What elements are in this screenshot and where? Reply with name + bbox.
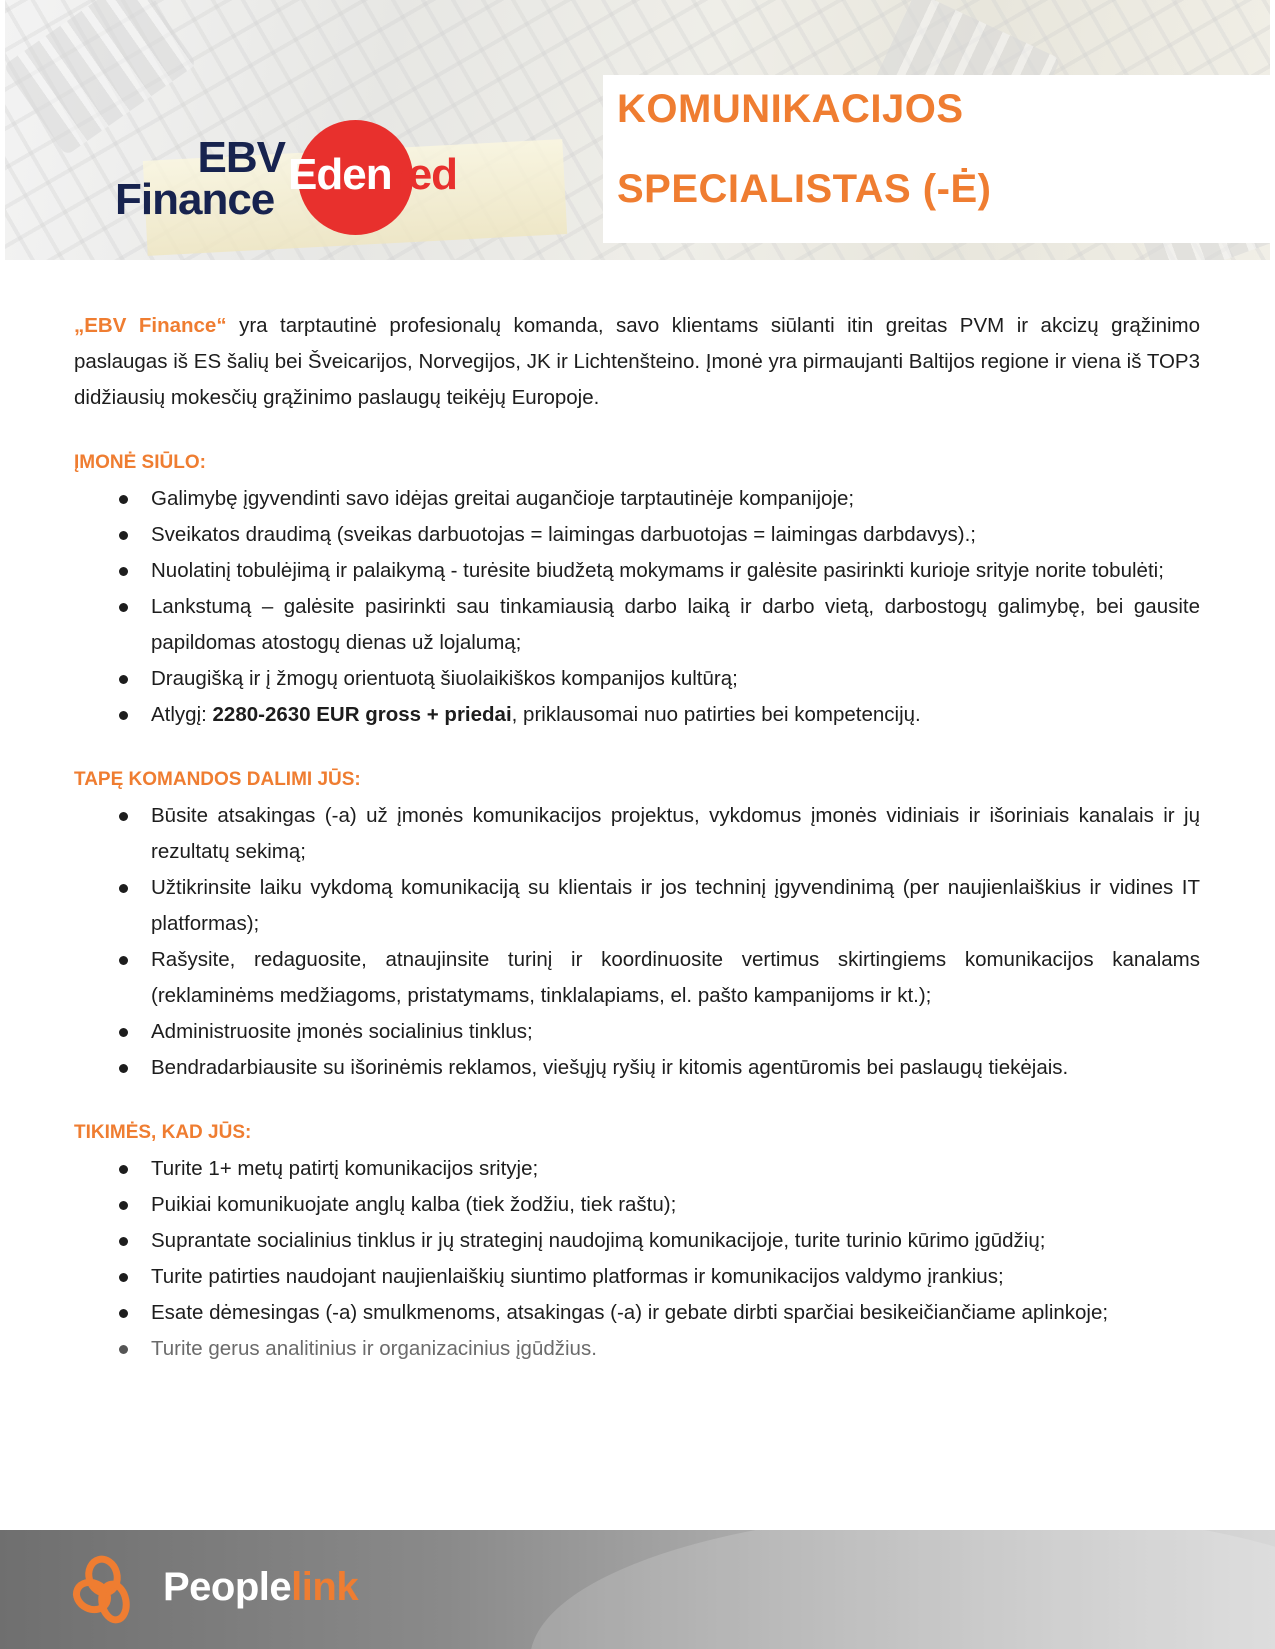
job-title-box [603,75,1270,243]
list-item [74,1050,1200,1086]
bullet-icon [119,956,128,965]
bullet-icon [119,675,128,684]
bullet-icon [119,1165,128,1174]
edenred-logo-tail: red [391,150,458,199]
list-item-text: Sveikatos draudimą (sveikas darbuotojas = laimingas darbuotojas = laimingas darbdavys).; [151,523,976,546]
list-item-text: Nuolatinį tobulėjimą ir palaikymą - turėsite biudžetą mokymams ir galėsite pasirinkti kurioje srityje norite tobulėti; [151,559,1164,582]
list-item-text: Turite 1+ metų patirtį komunikacijos srityje; [151,1157,539,1180]
bullet-icon [119,884,128,893]
salary-item [74,697,1200,733]
company-logo [105,125,505,235]
ebv-logo-line1: EBV [197,133,285,182]
edenred-logo [288,150,457,200]
bullet-icon [119,1064,128,1073]
salary-amount: 2280-2630 EUR gross + priedai [212,703,512,726]
job-title-line2: SPECIALISTAS (-Ė) [617,167,992,211]
intro-paragraph [74,308,1200,416]
list-item [74,661,1200,697]
intro-brand: „EBV Finance“ [74,314,227,337]
list-item-text: Turite patirties naudojant naujienlaiškių siuntimo platformas ir komunikacijos valdymo įrankius; [151,1265,1004,1288]
list-item-text: Būsite atsakingas (-a) už įmonės komunikacijos projektus, vykdomus įmonės vidiniais ir išoriniais kanalais ir jų rezultatų sekimą; [151,804,1200,863]
list-item [74,1259,1200,1295]
section-title-expect: TIKIMĖS, KAD JŪS: [74,1122,252,1143]
bullet-icon [119,531,128,540]
list-item [74,942,1200,1014]
list-item-text: Užtikrinsite laiku vykdomą komunikaciją su klientais ir jos techninį įgyvendinimą (per naujienlaiškius ir vidines IT platformas); [151,876,1200,935]
list-item [74,1331,1200,1367]
bullet-icon [119,1345,128,1354]
expect-list [74,1151,1200,1367]
footer-decoration [530,1530,1275,1649]
list-item [74,589,1200,661]
list-item [74,1295,1200,1331]
bullet-icon [119,1028,128,1037]
offers-list [74,481,1200,733]
list-item-text: Draugišką ir į žmogų orientuotą šiuolaikiškos kompanijos kultūrą; [151,667,738,690]
list-item [74,1187,1200,1223]
role-list [74,798,1200,1086]
list-item [74,553,1200,589]
section-title-role: TAPĘ KOMANDOS DALIMI JŪS: [74,769,361,790]
list-item-text: Rašysite, redaguosite, atnaujinsite turinį ir koordinuosite vertimus skirtingiems komunikacijos kanalams (reklaminėms medžiagoms, pristatymams, tinklalapiams, el. pašto kampanijoms ir kt.); [151,948,1200,1007]
ebv-finance-logo [115,133,285,224]
list-item [74,1151,1200,1187]
job-description [74,308,1200,1367]
bullet-icon [119,812,128,821]
list-item-text: Esate dėmesingas (-a) smulkmenoms, atsakingas (-a) ir gebate dirbti sparčiai besikeičiančiame aplinkoje; [151,1301,1109,1324]
list-item-text: Suprantate socialinius tinklus ir jų strateginį naudojimą komunikacijoje, turite turinio kūrimo įgūdžių; [151,1229,1046,1252]
salary-prefix: Atlygį: [151,703,213,726]
peoplelink-brand-main: People [163,1565,292,1609]
list-item-text: Administruosite įmonės socialinius tinklus; [151,1020,533,1043]
bullet-icon [119,1273,128,1282]
list-item [74,481,1200,517]
list-item-text: Galimybę įgyvendinti savo idėjas greitai augančioje tarptautinėje kompanijoje; [151,487,855,510]
header-banner [5,0,1270,260]
bullet-icon [119,603,128,612]
salary-suffix: , priklausomai nuo patirties bei kompetencijų. [511,703,921,726]
list-item [74,1223,1200,1259]
section-title-offers: ĮMONĖ SIŪLO: [74,452,206,473]
job-title-line1: KOMUNIKACIJOS [617,87,964,131]
list-item [74,1014,1200,1050]
bullet-icon [119,711,128,720]
peoplelink-logo-icon [70,1554,136,1626]
list-item-text: Lankstumą – galėsite pasirinkti sau tinkamiausią darbo laiką ir darbo vietą, darbostogų galimybę, bei gausite papildomas atostogų dienas už lojalumą; [151,595,1200,654]
bullet-icon [119,567,128,576]
list-item [74,870,1200,942]
peoplelink-logo-text [163,1565,358,1610]
edenred-logo-head: Eden [288,150,392,199]
ebv-logo-line2: Finance [115,175,275,224]
bullet-icon [119,1309,128,1318]
bullet-icon [119,1237,128,1246]
bullet-icon [119,495,128,504]
list-item [74,798,1200,870]
footer-banner [0,1530,1275,1649]
list-item [74,517,1200,553]
list-item-text: Puikiai komunikuojate anglų kalba (tiek žodžiu, tiek raštu); [151,1193,677,1216]
peoplelink-brand-accent: link [291,1565,359,1609]
list-item-text: Turite gerus analitinius ir organizacinius įgūdžius. [151,1337,597,1360]
bullet-icon [119,1201,128,1210]
intro-text: yra tarptautinė profesionalų komanda, savo klientams siūlanti itin greitas PVM ir akcizų grąžinimo paslaugas iš ES šalių bei Šveicarijos, Norvegijos, JK ir Lichtenšteino. Įmonė yra pirmaujanti Baltijos regione ir viena iš TOP3 didžiausių mokesčių grąžinimo paslaugų teikėjų Europoje. [74,314,1201,409]
list-item-text: Bendradarbiausite su išorinėmis reklamos, viešųjų ryšių ir kitomis agentūromis bei paslaugų tiekėjais. [151,1056,1069,1079]
